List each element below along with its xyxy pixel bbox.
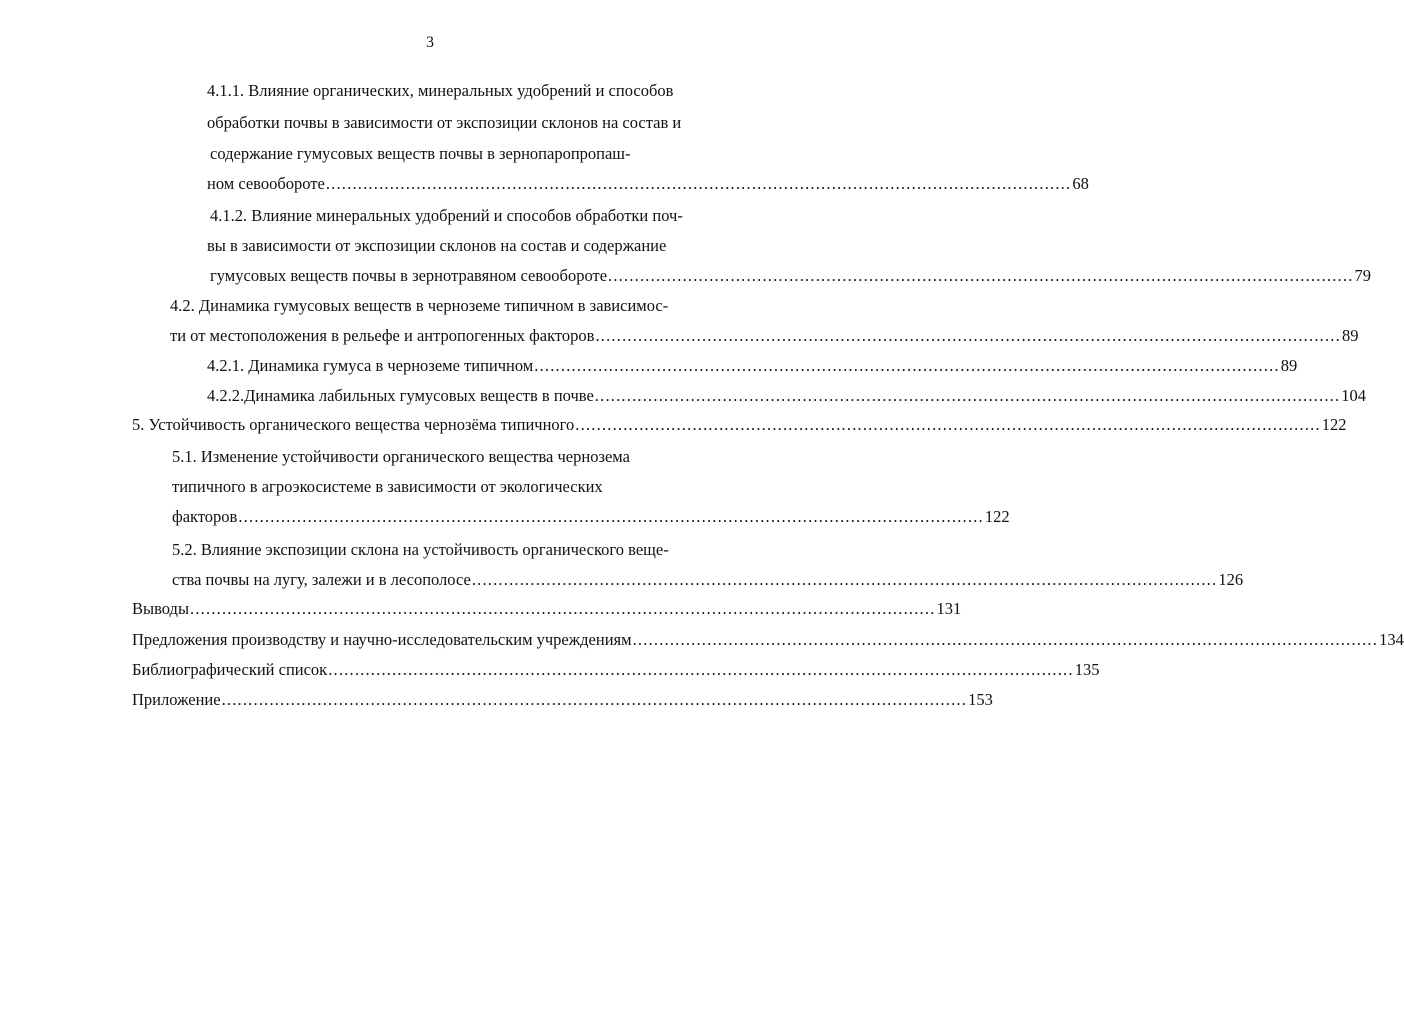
- toc-entry-5-1[interactable]: [172, 504, 1010, 530]
- toc-text: ти от местоположения в рельефе и антропогенных факторов: [170, 326, 595, 345]
- toc-page-number: 153: [968, 690, 993, 709]
- toc-page-number: 89: [1341, 326, 1359, 345]
- toc-text: Приложение: [132, 690, 221, 709]
- toc-text: 4.1.2. Влияние минеральных удобрений и способов обработки поч-: [210, 206, 683, 225]
- toc-page-number: 104: [1341, 386, 1367, 405]
- toc-text: 4.2. Динамика гумусовых веществ в черноземе типичном в зависимос-: [170, 296, 669, 315]
- toc-entry-appendix[interactable]: [132, 687, 993, 713]
- toc-page-number: 79: [1354, 266, 1372, 285]
- toc-line-5-1-b: [172, 474, 603, 500]
- toc-text: 5.1. Изменение устойчивости органического вещества чернозема: [172, 447, 630, 466]
- toc-page-number: 135: [1074, 660, 1100, 679]
- toc-leader-dots: ............................................................................................................................................: [221, 690, 968, 709]
- toc-text: 4.1.1. Влияние органических, минеральных удобрений и способов: [207, 81, 674, 100]
- toc-leader-dots: ............................................................................................................................................: [328, 660, 1074, 679]
- toc-text: 5.2. Влияние экспозиции склона на устойчивость органического веще-: [172, 540, 669, 559]
- toc-entry-5-2[interactable]: [172, 567, 1244, 593]
- toc-text: Библиографический список: [132, 660, 328, 679]
- toc-page-number: 68: [1072, 174, 1089, 193]
- toc-page-number: 122: [984, 507, 1010, 526]
- toc-page-number: 131: [936, 599, 962, 618]
- toc-line-4-1-2-b: [207, 233, 666, 259]
- toc-leader-dots: ............................................................................................................................................: [325, 174, 1072, 193]
- toc-entry-conclusions[interactable]: [132, 596, 962, 622]
- toc-page-number: 89: [1280, 356, 1298, 375]
- toc-entry-proposals[interactable]: [132, 627, 1404, 653]
- toc-text: 4.2.2.Динамика лабильных гумусовых веществ в почве: [207, 386, 594, 405]
- toc-leader-dots: ............................................................................................................................................: [534, 356, 1280, 375]
- toc-leader-dots: ............................................................................................................................................: [575, 415, 1321, 434]
- toc-text: ном севообороте: [207, 174, 325, 193]
- toc-text: вы в зависимости от экспозиции склонов на состав и содержание: [207, 236, 667, 255]
- toc-line-4-1-1-a: [207, 78, 673, 104]
- toc-page-number: 126: [1218, 570, 1244, 589]
- toc-line-4-2-a: [170, 293, 668, 319]
- toc-leader-dots: ............................................................................................................................................: [471, 570, 1218, 589]
- toc-text: факторов: [172, 507, 238, 526]
- page-number: 3: [426, 34, 434, 51]
- toc-entry-4-2-1[interactable]: [207, 353, 1298, 379]
- toc-text: гумусовых веществ почвы в зернотравяном севообороте: [210, 266, 608, 285]
- toc-text: ства почвы на лугу, залежи и в лесополосе: [172, 570, 471, 589]
- toc-entry-5[interactable]: [132, 412, 1347, 438]
- toc-line-5-2-a: [172, 537, 669, 563]
- toc-leader-dots: ............................................................................................................................................: [632, 630, 1379, 649]
- toc-leader-dots: ............................................................................................................................................: [608, 266, 1354, 285]
- toc-line-4-1-1-c: [210, 141, 631, 167]
- toc-text: 5. Устойчивость органического вещества чернозёма типичного: [132, 415, 575, 434]
- toc-entry-4-1-2[interactable]: [210, 263, 1372, 289]
- toc-entry-4-1-1[interactable]: [207, 171, 1089, 197]
- toc-text: типичного в агроэкосистеме в зависимости от экологических: [172, 477, 603, 496]
- toc-line-5-1-a: [172, 444, 630, 470]
- toc-text: обработки почвы в зависимости от экспозиции склонов на состав и: [207, 113, 682, 132]
- toc-text: 4.2.1. Динамика гумуса в черноземе типичном: [207, 356, 534, 375]
- toc-page-number: 122: [1321, 415, 1347, 434]
- toc-entry-bibliography[interactable]: [132, 657, 1100, 683]
- toc-text: Выводы: [132, 599, 190, 618]
- toc-leader-dots: ............................................................................................................................................: [594, 386, 1341, 405]
- toc-entry-4-2-2[interactable]: [207, 383, 1367, 409]
- toc-line-4-1-1-b: [207, 110, 681, 136]
- toc-leader-dots: ............................................................................................................................................: [595, 326, 1341, 345]
- toc-text: Предложения производству и научно-исследовательским учреждениям: [132, 630, 632, 649]
- toc-page-number: 134: [1379, 630, 1404, 649]
- toc-leader-dots: ............................................................................................................................................: [190, 599, 936, 618]
- toc-line-4-1-2-a: [210, 203, 683, 229]
- toc-entry-4-2[interactable]: [170, 323, 1359, 349]
- toc-leader-dots: ............................................................................................................................................: [238, 507, 984, 526]
- toc-text: содержание гумусовых веществ почвы в зернопаропропаш-: [210, 144, 631, 163]
